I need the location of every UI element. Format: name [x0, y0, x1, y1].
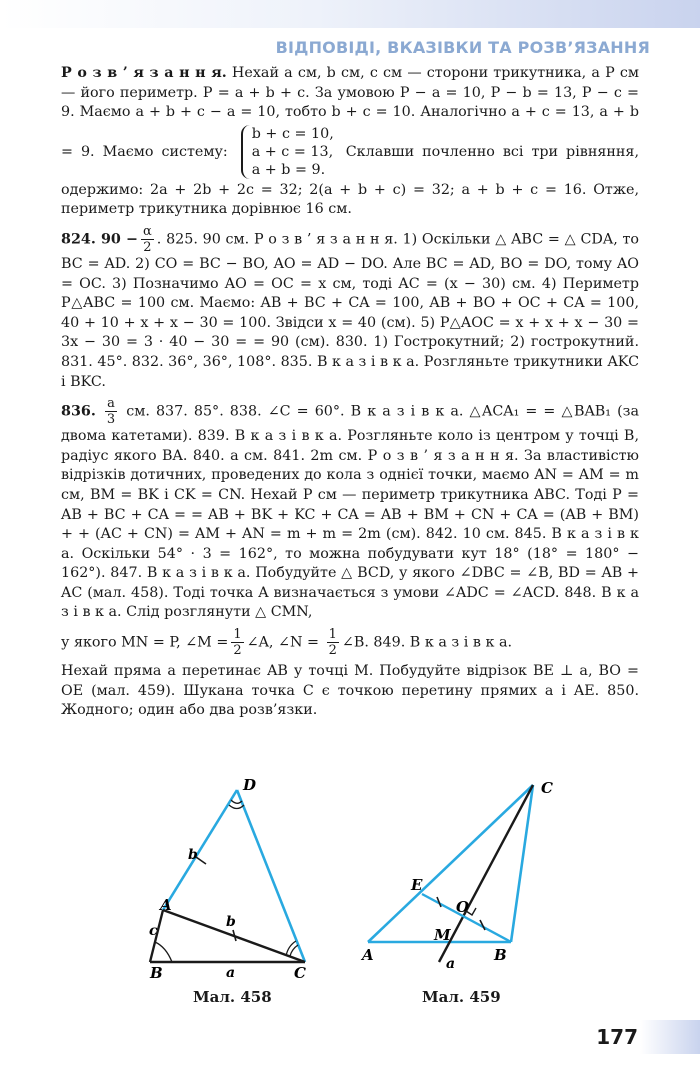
angle-C-arc-1 — [290, 945, 298, 956]
system-row-2: a + c = 13, — [251, 143, 334, 160]
label-C: C — [294, 964, 306, 982]
paragraph-4-c: ∠B. 849. В к а з і в к а. — [341, 634, 513, 651]
segment-CB — [511, 785, 533, 942]
paragraph-1-text: Нехай a см, b см, c см — сторони трикутника, a P см — його периметр. P = a + b + c. За умовою P − a = 10, P − b = 13, P − c = 9. Маємо a + b + c − a = 10, тобто b + c = 10. Аналогічно a + c = 13, a + b = 9. Маємо систему: — [61, 65, 639, 160]
figure-458-caption: Мал. 458 — [193, 988, 272, 1006]
fraction-half-2: $\frac{1}{2}$ — [328, 627, 337, 659]
paragraph-2-text: . 825. 90 см. Р о з в ’ я з а н н я. 1) Оскільки △ ABC = △ CDA, то BC = AD. 2) CO = BC − BO, AO = AD − DO. Але BC = AD, BO = DO, тому AO = OC. 3) Позначимо AO = OC = x см, тоді AC = (x − 30) см. 4) Периметр P△ABC = 100 см. Маємо: AB + BC + CA = 100, AB + BO + OC + CA = 100, 40 + 10 + x + x − 30 = 100. Звідси x = 40 (см). 5) P△AOC = x + x + x − 30 = 3x − 30 = 3 · 40 − 30 = = 90 (см). 830. 1) Гострокутний; 2) гострокутний. 831. 45°. 832. 36°, 36°, 108°. 835. В к а з і в к а. Розгляньте трикутники AKC і BKC. — [61, 231, 640, 390]
paragraph-1-after: Склавши почленно всі три рівняння, одержимо: 2a + 2b + 2c = 32; 2(a + b + c) = 32; a + b + c = 16. Отже, периметр трикутника дорівнює 16 см. — [61, 143, 639, 218]
paragraph-5: Нехай пряма a перетинає AB у точці M. Побудуйте відрізок BE ⊥ a, BO = OE (мал. 459). Шукана точка C є точкою перетину прямих a і AE. 850. Жодного; один або два розв’язки. — [61, 663, 639, 719]
fraction-half-1: $\frac{1}{2}$ — [233, 627, 242, 659]
fraction-alpha-over-2: $\frac{\alpha}{2}$ — [143, 223, 152, 255]
label-a: a — [226, 965, 236, 981]
label-C-459: C — [541, 779, 553, 797]
system-row-3: a + b = 9. — [251, 161, 326, 178]
section-header: ВІДПОВІДІ, ВКАЗІВКИ ТА РОЗВ’ЯЗАННЯ — [275, 38, 650, 57]
answer-836: 836. — [61, 403, 96, 420]
side-DC — [237, 790, 305, 962]
label-M: M — [434, 926, 451, 944]
figure-459 — [360, 779, 553, 972]
answer-824: 824. 90 − — [61, 231, 139, 248]
figure-458 — [149, 776, 306, 982]
page-number-band — [640, 1020, 700, 1054]
label-b-inner: b — [226, 914, 236, 930]
label-E: E — [411, 876, 423, 894]
line-AC — [368, 785, 533, 942]
paragraph-4-b: ∠A, ∠N = — [246, 634, 320, 651]
side-DA — [163, 790, 237, 910]
label-B-459: B — [494, 946, 507, 964]
line-a — [439, 785, 533, 962]
label-O: O — [456, 898, 470, 916]
label-D: D — [243, 776, 257, 794]
page-number: 177 — [596, 1025, 638, 1049]
paragraph-4-a: у якого MN = P, ∠M = — [61, 634, 229, 651]
system-row-1: b + c = 10, — [251, 125, 334, 142]
label-B: B — [150, 964, 163, 982]
label-a-459: a — [446, 956, 456, 972]
solution-label: Р о з в ’ я з а н н я. — [61, 65, 227, 81]
label-b-side: b — [188, 847, 198, 863]
fraction-a-over-3: $\frac{a}{3}$ — [106, 396, 116, 428]
label-c: c — [149, 923, 158, 939]
label-A-459: A — [362, 946, 374, 964]
paragraph-3-text: см. 837. 85°. 838. ∠C = 60°. В к а з і в к а. △ACA₁ = = △BAB₁ (за двома катетами). 839. В к а з і в к а. Розгляньте коло із центром у точці B, радіус якого BA. 840. a см. 841. 2m см. Р о з в ’ я з а н н я. За властивістю відрізків дотичних, проведених до кола з однієї точки, маємо AN = AM = m см, BM = BK і CK = CN. Нехай P см — периметр трикутника ABC. Тоді P = AB + BC + CA = = AB + BK + KC + CA = AB + BM + CN + CA = (AB + BM) + + (AC + CN) = AM + AN = m + m = 2m (см). 842. 10 см. 845. В к а з і в к а. Оскільки 54° · 3 = 162°, то можна побудувати кут 18° (18° = 180° − 162°). 847. В к а з і в к а. Побудуйте △ BCD, у якого ∠DBC = ∠B, BD = AB + AC (мал. 458). Тоді точка A визначається з умови ∠ADC = ∠ACD. 848. В к а з і в к а. Слід розглянути △ CMN, — [61, 403, 639, 621]
label-A: A — [160, 896, 172, 914]
angle-B-arc — [155, 942, 172, 962]
figure-459-caption: Мал. 459 — [422, 988, 501, 1006]
